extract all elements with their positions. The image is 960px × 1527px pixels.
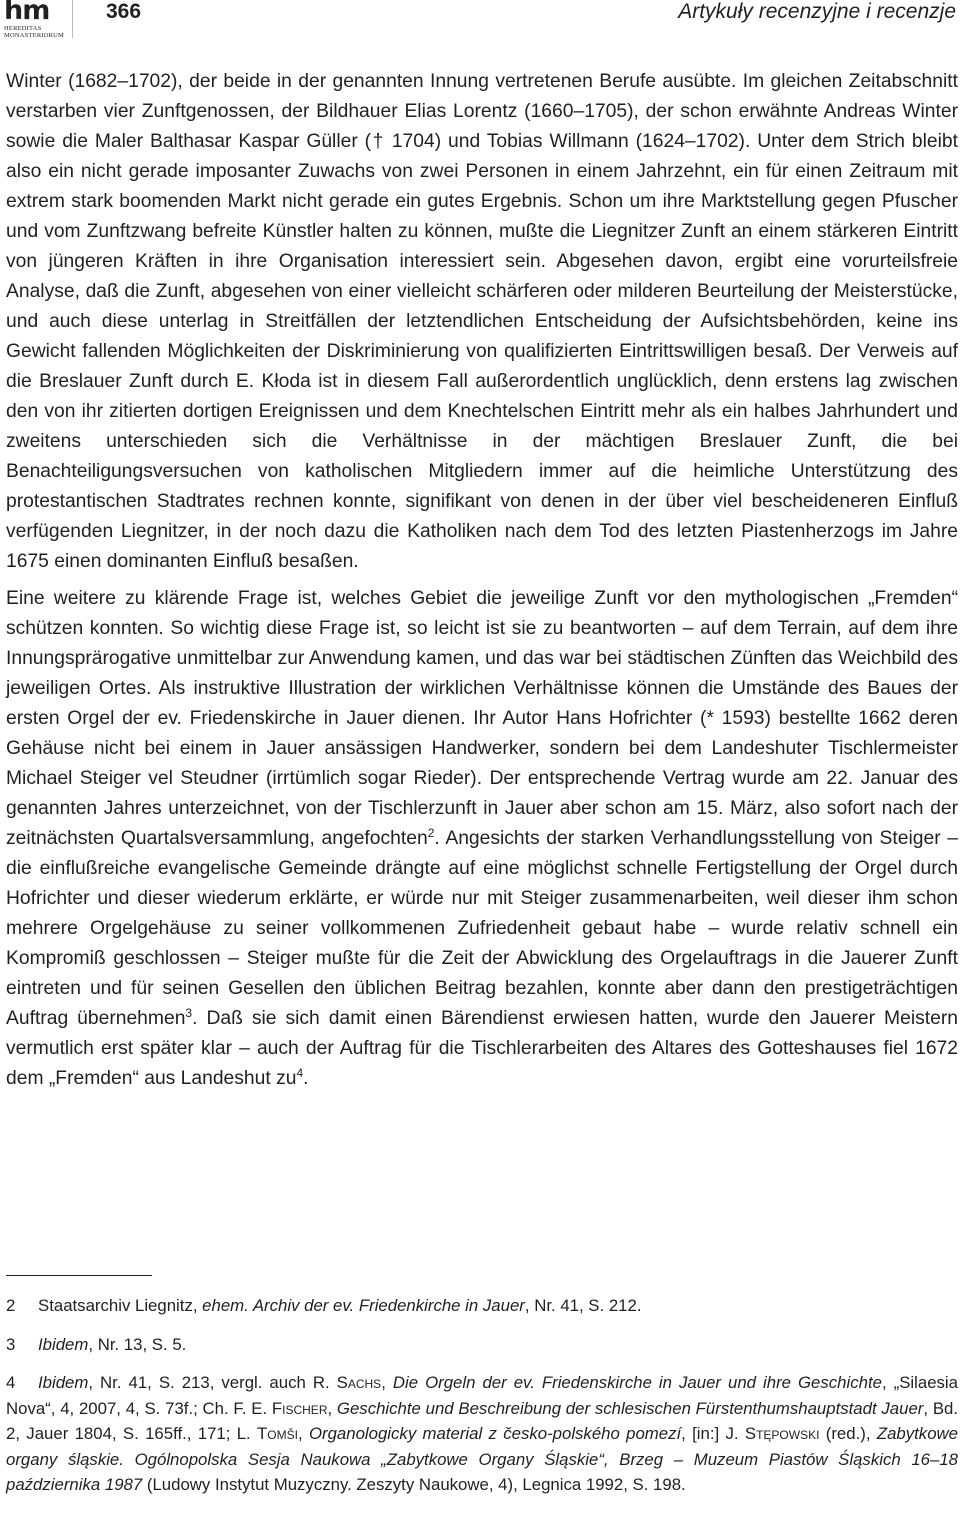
footnote-text: , xyxy=(327,1398,337,1418)
footnote-3 xyxy=(6,1332,958,1358)
footnote-text: (Ludowy Instytut Muzyczny. Zeszyty Naukowe, 4), Legnica 1992, S. 198. xyxy=(142,1475,686,1494)
footnote-ref-4[interactable]: 4 xyxy=(296,1066,304,1080)
footnote-text: ehem. Archiv der ev. Friedenkirche in Jauer xyxy=(202,1296,525,1315)
footnote-text: Organologicky material z česko-polského pomezí xyxy=(308,1424,682,1443)
author-name: Stępowski xyxy=(744,1424,820,1443)
footnote-text: , „Silaesia Nova“, 4, 2007, 4, S. 73f.; Ch. F. E. xyxy=(6,1373,958,1418)
footnote-text: , Nr. 41, S. 213, vergl. auch R. xyxy=(88,1373,337,1392)
author-name: Tomši xyxy=(257,1424,298,1443)
footnote-text: , Nr. 41, S. 212. xyxy=(524,1296,642,1315)
paragraph-2-text-b: . Angesichts der starken Verhandlungsstellung von Steiger – die einflußreiche evangelische Gemeinde drängte auf eine möglichst schnelle Fertigstellung der Orgel durch Hofrichter und dieser wiederum erklärte, er würde nur mit Steiger zusammenarbeiten, weil dieser ihm schon mehrere Orgelgehäuse zu seiner vollkommenen Zufriedenheit gebaut habe – wurde relativ schnell ein Kompromiß geschlossen – Steiger mußte für die Zeit der Abwicklung des Orgelauftrags in die Jauerer Zunft eintreten und für seinen Gesellen den üblichen Beitrag bezahlen, konnte aber dann den prestigeträchtigen Auftrag übernehmen xyxy=(6,828,958,1029)
author-name: Fischer xyxy=(271,1398,328,1418)
footnote-ref-2[interactable]: 2 xyxy=(427,826,435,840)
paragraph-2-text-c: . Daß sie sich damit einen Bärendienst erwiesen hatten, wurde den Jauerer Meistern vermutlich erst später klar – auch der Auftrag für die Tischlerarbeiten des Altares des Gotteshauses fiel 1672 dem „Fremden“ aus Landeshut zu xyxy=(6,1008,958,1089)
page-header xyxy=(0,0,960,58)
footnote-text: , Nr. 13, S. 5. xyxy=(88,1334,187,1354)
footnote-divider xyxy=(6,1275,152,1276)
logo-line-2: MONASTERIORUM xyxy=(4,32,65,39)
footnote-text: , Bd. 2, Jauer 1804, S. 165ff., 171; L. xyxy=(6,1398,959,1443)
footnote-text: Ibidem xyxy=(38,1334,89,1354)
footnotes xyxy=(6,1293,958,1511)
footnote-text: Geschichte und Beschreibung der schlesischen Fürstenthumshauptstadt Jauer xyxy=(336,1398,924,1418)
footnote-text: , [in:] J. xyxy=(681,1424,745,1443)
footnote-text: Ibidem xyxy=(38,1373,89,1392)
logo-letters: hm xyxy=(4,0,50,26)
footnote-number: 3 xyxy=(6,1334,16,1354)
footnote-text: (red.), xyxy=(819,1424,877,1443)
footnote-2 xyxy=(6,1293,958,1319)
footnote-4 xyxy=(6,1370,958,1498)
footnote-ref-3[interactable]: 3 xyxy=(185,1006,193,1020)
footnote-text: Staatsarchiv Liegnitz, xyxy=(38,1296,203,1315)
paragraph-1 xyxy=(6,67,958,577)
section-title: Artykuły recenzyjne i recenzje xyxy=(678,0,956,23)
paragraph-2-text-d: . xyxy=(303,1068,309,1089)
logo-line-1: HEREDITAS xyxy=(4,25,42,32)
author-name: Sachs xyxy=(336,1373,382,1392)
paragraph-1-text: Winter (1682–1702), der beide in der genannten Innung vertretenen Berufe ausübte. Im gleichen Zeitabschnitt verstarben vier Zunftgenossen, der Bildhauer Elias Lorentz (1660–1705), der schon erwähnte Andreas Winter sowie die Maler Balthasar Kaspar Güller († 1704) und Tobias Willmann (1624–1702). Unter dem Strich bleibt also ein nicht gerade imposanter Zuwachs von zwei Personen in einem Jahrzehnt, ein für einen Zeitraum mit extrem stark boomenden Markt nicht gerade ein gutes Ergebnis. Schon um ihre Marktstellung gegen Pfuscher und vom Zunftzwang befreite Künstler halten zu können, mußte die Liegnitzer Zunft an einem stärkeren Eintritt von jüngeren Kräften in ihre Organisation interessiert sein. Abgesehen davon, ergibt eine vorurteilsfreie Analyse, daß die Zunft, abgesehen von einer vielleicht schärferen oder milderen Beurteilung der Meisterstücke, und auch diese unterlag in Streitfällen der letztendlichen Entscheidung der Aufsichtsbehörden, keine ins Gewicht fallenden Möglichkeiten der Diskriminierung von qualifizierten Eintrittswilligen besaß. Der Verweis auf die Breslauer Zunft durch E. Kłoda ist in diesem Fall außerordentlich unglücklich, denn erstens lag zwischen den von ihr zitierten dortigen Ereignissen und dem Knechtelschen Eintritt mehr als ein halbes Jahrhundert und zweitens unterschieden sich die Verhältnisse in der mächtigen Breslauer Zunft, die bei Benachteiligungsversuchen von katholischen Mitgliedern immer auf die heimliche Unterstützung des protestantischen Stadtrates rechnen konnte, signifikant von denen in der über viel bescheideneren Einfluß verfügenden Liegnitzer, in der noch dazu die Katholiken nach dem Tod des letzten Piastenherzogs im Jahre 1675 einen dominanten Einfluß besaßen. xyxy=(6,71,958,572)
paragraph-2 xyxy=(6,584,958,1094)
footnote-text: , xyxy=(381,1373,393,1392)
footnote-number: 2 xyxy=(6,1296,16,1315)
footnote-text: Die Orgeln der ev. Friedenskirche in Jauer und ihre Geschichte xyxy=(392,1373,882,1392)
footnote-text: Zabytkowe organy śląskie. Ogólnopolska Sesja Naukowa „Zabytkowe Organy Śląskie“, Brzeg – Muzeum Piastów Śląskich 16–18 października 1987 xyxy=(6,1424,958,1494)
footnote-number: 4 xyxy=(6,1373,16,1392)
main-text xyxy=(6,67,958,1094)
page-number: 366 xyxy=(106,0,142,23)
footnote-text: , xyxy=(297,1424,309,1443)
paragraph-2-text-a: Eine weitere zu klärende Frage ist, welches Gebiet die jeweilige Zunft vor den mythologischen „Fremden“ schützen konnten. So wichtig diese Frage ist, so leicht ist sie zu beantworten – auf dem Terrain, auf dem ihre Innungsprärogative unmittelbar zur Anwendung kamen, und das war bei städtischen Zünften das Weichbild des jeweiligen Ortes. Als instruktive Illustration der wirklichen Verhältnisse können die Umstände des Baues der ersten Orgel der ev. Friedenskirche in Jauer dienen. Ihr Autor Hans Hofrichter (* 1593) bestellte 1662 deren Gehäuse nicht bei einem in Jauer ansässigen Handwerker, sondern bei dem Landeshuter Tischlermeister Michael Steiger vel Steudner (irrtümlich sogar Rieder). Der entsprechende Vertrag wurde am 22. Januar des genannten Jahres unterzeichnet, von der Tischlerzunft in Jauer aber schon am 15. März, also sofort nach der zeitnächsten Quartalsversammlung, angefochten xyxy=(6,588,958,849)
journal-logo xyxy=(4,0,65,40)
